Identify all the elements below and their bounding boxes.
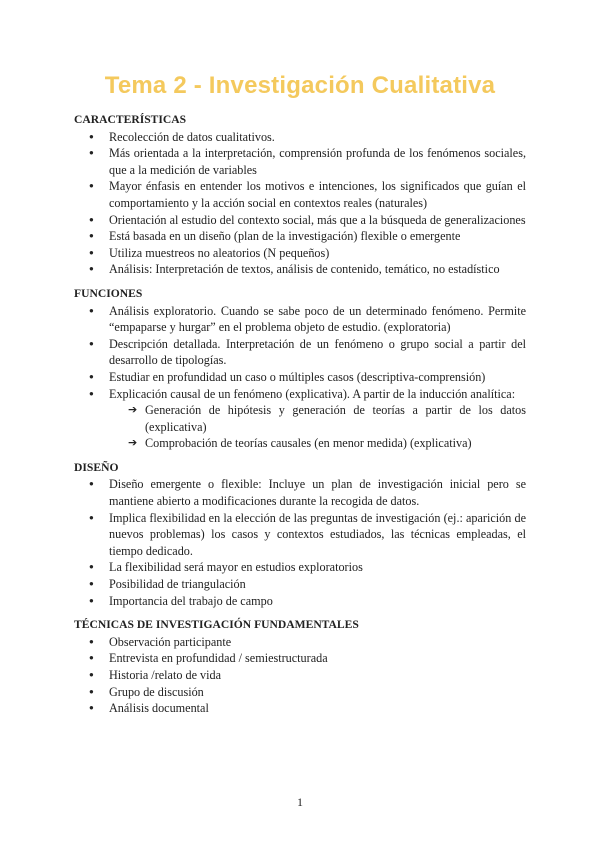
list-item: ● Grupo de discusión (74, 684, 526, 701)
list-item: ● Descripción detallada. Interpretación de un fenómeno o grupo social a partir del desarrollo de tipologías. (74, 336, 526, 369)
sub-list (74, 402, 526, 452)
arrow-right-icon: ➔ (128, 436, 138, 450)
list-item: ● Posibilidad de triangulación (74, 576, 526, 593)
bullet-list (74, 634, 526, 717)
section-tecnicas (74, 617, 526, 717)
sub-list-item (74, 435, 526, 452)
document-body (74, 112, 526, 725)
list-item: ● Observación participante (74, 634, 526, 651)
list-item: ● Recolección de datos cualitativos. (74, 129, 526, 146)
page-title: Tema 2 - Investigación Cualitativa (104, 72, 496, 99)
page-number: 1 (297, 795, 303, 809)
sub-list-item-text: Generación de hipótesis y generación de teorías a partir de los datos (explicativa) (145, 403, 526, 434)
list-item: ● Explicación causal de un fenómeno (explicativa). A partir de la inducción analítica: (74, 386, 526, 403)
section-heading: CARACTERÍSTICAS (74, 113, 187, 126)
list-item: ● Historia /relato de vida (74, 667, 526, 684)
bullet-list (74, 303, 526, 403)
list-item: ● Importancia del trabajo de campo (74, 593, 526, 610)
bullet-list (74, 476, 526, 609)
sub-list-item (74, 402, 526, 435)
list-item: ● Utiliza muestreos no aleatorios (N pequeños) (74, 245, 526, 262)
list-item: ● Entrevista en profundidad / semiestructurada (74, 650, 526, 667)
list-item: ● Implica flexibilidad en la elección de las preguntas de investigación (ej.: aparición de nuevos problemas) los casos y contextos estudiados, las técnicas empleadas, el tiempo dedicado. (74, 510, 526, 560)
section-caracteristicas (74, 112, 526, 278)
list-item: ● Más orientada a la interpretación, comprensión profunda de los fenómenos sociales, que a la medición de variables (74, 145, 526, 178)
list-item: ● La flexibilidad será mayor en estudios exploratorios (74, 559, 526, 576)
list-item: ● Estudiar en profundidad un caso o múltiples casos (descriptiva-comprensión) (74, 369, 526, 386)
section-heading: DISEÑO (74, 460, 119, 474)
arrow-right-icon: ➔ (128, 403, 138, 417)
list-item: ● Análisis documental (74, 700, 526, 717)
list-item: ● Diseño emergente o flexible: Incluye un plan de investigación inicial pero se mantiene abierto a modificaciones durante la recogida de datos. (74, 476, 526, 509)
section-heading: FUNCIONES (74, 286, 143, 300)
section-diseno (74, 460, 526, 609)
list-item: ● Orientación al estudio del contexto social, más que a la búsqueda de generalizaciones (74, 212, 526, 229)
list-item: ● Mayor énfasis en entender los motivos e intenciones, los significados que guían el comportamiento y la acción social en contextos reales (naturales) (74, 178, 526, 211)
section-funciones (74, 286, 526, 452)
list-item: ● Análisis: Interpretación de textos, análisis de contenido, temático, no estadístico (74, 261, 526, 278)
bullet-list (74, 129, 526, 278)
list-item: ● Análisis exploratorio. Cuando se sabe poco de un determinado fenómeno. Permite “empaparse y hurgar” en el problema objeto de estudio. (exploratoria) (74, 303, 526, 336)
sub-list-item-text: Comprobación de teorías causales (en menor medida) (explicativa) (145, 436, 472, 451)
section-heading: TÉCNICAS DE INVESTIGACIÓN FUNDAMENTALES (74, 618, 359, 632)
list-item: ● Está basada en un diseño (plan de la investigación) flexible o emergente (74, 228, 526, 245)
